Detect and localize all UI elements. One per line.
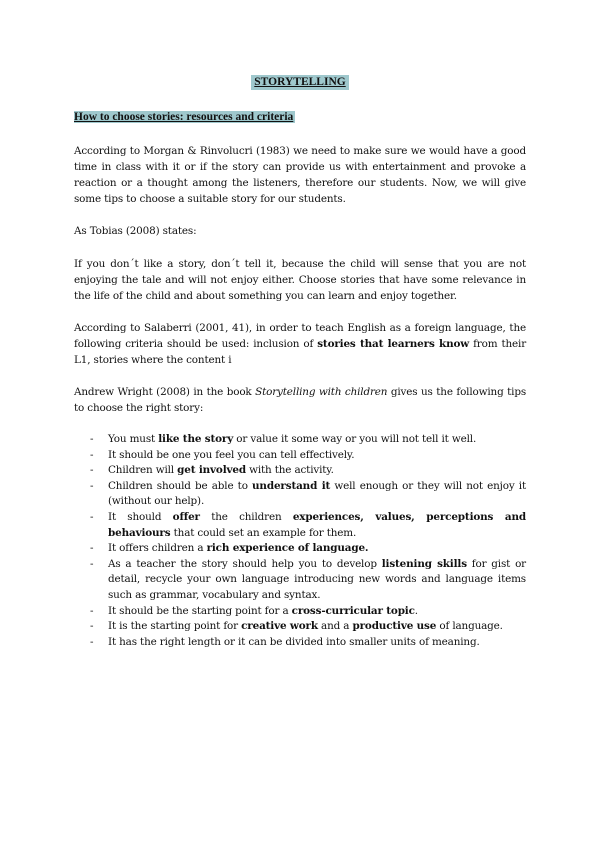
salaberri-text-before: According to Salaberri (2001, 41), in order to teach English as a foreign language, the following criteria should be used: inclusion of — [74, 322, 526, 350]
tips-list — [74, 432, 526, 650]
section-heading-text: How to choose stories: resources and criteria — [74, 111, 294, 123]
paragraph-tobias-intro: As Tobias (2008) states: — [74, 225, 197, 237]
list-item: - As a teacher the story should help you to develop listening skills for gist or detail, recycle your own language introducing new words and language items such as grammar, vocabulary and syntax. — [90, 557, 526, 604]
wright-text-before: Andrew Wright (2008) in the book — [74, 386, 256, 398]
list-item: - It is the starting point for creative work and a productive use of language. — [90, 619, 526, 635]
list-item: - Children should be able to understand it well enough or they will not enjoy it (without our help). — [90, 479, 526, 510]
list-item: - You must like the story or value it some way or you will not tell it well. — [90, 432, 526, 448]
list-item: - It should offer the children experiences, values, perceptions and behaviours that could set an example for them. — [90, 510, 526, 541]
section-heading — [74, 110, 526, 125]
book-title: Storytelling with children — [255, 386, 388, 398]
wright-text-after: gives us the following tips to choose the right story: — [74, 386, 527, 414]
list-item: - Children will get involved with the activity. — [90, 463, 526, 479]
title-row — [74, 70, 526, 90]
list-item: - It offers children a rich experience of language. — [90, 541, 526, 557]
salaberri-text-after: from their L1, stories where the content i — [74, 338, 527, 366]
paragraph-salaberri — [74, 320, 526, 368]
paragraph-wright — [74, 384, 526, 416]
list-item: - It has the right length or it can be divided into smaller units of meaning. — [90, 635, 526, 651]
list-item: - It should be the starting point for a cross-curricular topic. — [90, 604, 526, 620]
list-item: - It should be one you feel you can tell effectively. — [90, 448, 526, 464]
paragraph-morgan: According to Morgan & Rinvolucri (1983) we need to make sure we would have a good time in class with it or if the story can provide us with entertainment and provoke a reaction or a thought among the listeners, therefore our students. Now, we will give some tips to choose a suitable story for our students. — [74, 145, 526, 205]
paragraph-tobias-quote: If you don´t like a story, don´t tell it, because the child will sense that you are not enjoying the tale and will not enjoy either. Choose stories that have some relevance in the life of the child and about something you can learn and enjoy together. — [74, 258, 526, 302]
document-title: STORYTELLING — [251, 75, 348, 90]
salaberri-bold: stories that learners know — [317, 338, 470, 350]
